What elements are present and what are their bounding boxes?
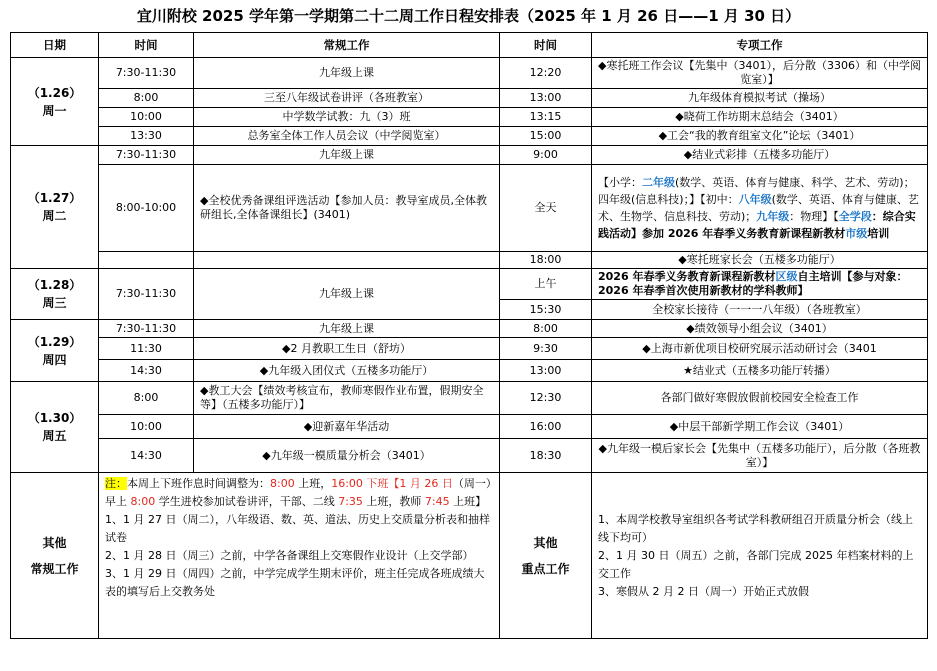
time-cell: 11:30 [99,338,194,360]
time-cell: 10:00 [99,108,194,127]
regular-cell: ◆2 月教职工生日（舒坊） [194,338,500,360]
day-cell-thursday [11,320,99,382]
regular-cell: 九年级上课 [194,58,500,89]
special-cell: 全校家长接待（一一一八年级）（各班教室） [592,300,928,320]
day-cell-tuesday [11,146,99,269]
special-cell: 各部门做好寒假放假前校园安全检查工作 [592,382,928,415]
regular-cell [194,252,500,269]
header-time: 时间 [99,33,194,58]
list-item: 1、本周学校教导室组织各考试学科教研组召开质量分析会（线上线下均可） [598,512,913,544]
list-item: 2、1 月 28 日（周三）之前，中学各备课组上交寒假作业设计（上交学部） [105,549,474,562]
list-item: 2、1 月 30 日（周五）之前，各部门完成 2025 年档案材料的上交工作 [598,548,914,580]
schedule-table [10,32,928,639]
time2-cell: 18:30 [500,439,592,473]
day-weekday: 周三 [42,296,67,310]
other-label: 常规工作 [30,561,79,576]
special-cell: ◆晓荷工作坊期末总结会（3401） [592,108,928,127]
note-tag: 注： [105,477,127,490]
text-span: 上班】 [449,495,487,508]
special-cell-district-training [592,269,928,300]
time2-cell: 15:30 [500,300,592,320]
day-date: （1.30） [27,411,82,425]
day-weekday: 周五 [42,429,67,443]
text-span: 自主培训【参与对象：2026 年春季首次使用新教材的学科教师】 [598,270,908,297]
special-cell: 九年级体育模拟考试（操场） [592,89,928,108]
time-cell: 14:30 [99,439,194,473]
header-row [11,33,928,58]
table-row-other [11,473,928,639]
regular-notes-cell [99,473,500,639]
key-label: 其他 [533,535,558,550]
header-date: 日期 [11,33,99,58]
level-highlight: 区级 [775,270,798,283]
page-title: 宜川附校 2025 学年第一学期第二十二周工作日程安排表（2025 年 1 月 26 日——1 月 30 日） [136,7,801,25]
header-special: 专项工作 [592,33,928,58]
regular-cell: 九年级上课 [194,269,500,320]
special-cell: ◆中层干部新学期工作会议（3401） [592,415,928,439]
day-date: （1.26） [27,85,82,100]
special-cell: ◆绩效领导小组会议（3401） [592,320,928,338]
time-cell: 7:30-11:30 [99,320,194,338]
time-highlight: 8:00 [130,495,156,508]
special-cell: ★结业式（五楼多功能厅转播） [592,360,928,382]
grade-highlight: 全学段 [838,210,872,223]
regular-cell: 总务室全体工作人员会议（中学阅览室） [194,127,500,146]
time-cell: 7:30-11:30 [99,269,194,320]
schedule-note [105,475,493,511]
table-row [11,165,928,252]
special-cell: ◆九年级一模后家长会【先集中（五楼多功能厅），后分散（各班教室）】 [592,439,928,473]
table-row [11,89,928,108]
time2-cell: 12:30 [500,382,592,415]
time-cell: 8:00 [99,382,194,415]
text-span: 本周上下班作息时间调整为： [127,477,270,490]
time-cell: 8:00 [99,89,194,108]
special-cell: ◆上海市新优项目校研究展示活动研讨会（3401 [592,338,928,360]
regular-cell: ◆教工大会【绩效考核宣布，教师寒假作业布置，假期安全等】（五楼多功能厅）】 [194,382,500,415]
key-label-cell [500,473,592,639]
table-row [11,108,928,127]
text-span: ：综合实践活动】参加 2026 年春季义务教育新课程新教材 [598,210,916,240]
time-cell: 7:30-11:30 [99,146,194,165]
day-date: （1.28） [27,278,82,292]
time2-cell: 13:00 [500,360,592,382]
regular-cell: ◆迎新嘉年华活动 [194,415,500,439]
time2-cell: 8:00 [500,320,592,338]
special-cell: ◆工会“我的教育组室文化”论坛（3401） [592,127,928,146]
text-span: (数学、英语、体育与健康、艺术、生物学、信息科技、劳动)； [598,193,919,223]
time2-cell: 13:15 [500,108,592,127]
table-row [11,252,928,269]
text-span: ：物理】【 [789,210,839,223]
text-span: 2026 年春季义务教育新课程新教材 [598,270,776,283]
time2-cell: 12:20 [500,58,592,89]
time2-cell: 13:00 [500,89,592,108]
table-row [11,360,928,382]
text-span: 【小学： [598,176,642,189]
day-weekday: 周一 [42,103,67,118]
time2-cell: 上午 [500,269,592,300]
table-row [11,58,928,89]
day-weekday: 周二 [42,209,67,223]
text-span: 培训 [867,227,890,240]
day-weekday: 周四 [42,352,67,367]
text-span: 上班， [294,477,332,490]
time-highlight: 7:35 [338,495,363,508]
table-row [11,415,928,439]
regular-cell: ◆九年级一模质量分析会（3401） [194,439,500,473]
other-label-cell [11,473,99,639]
text-span: 学生进校参加试卷讲评，干部、二线 [155,495,339,508]
text-span: (数学、英语、体育与健康、科学、艺术、劳动)；四年级(信息科技)；】【初中： [598,176,915,206]
day-cell-wednesday [11,269,99,320]
regular-cell: 九年级上课 [194,320,500,338]
time-cell: 10:00 [99,415,194,439]
time-highlight: 7:45 [424,495,450,508]
day-cell-monday [11,58,99,146]
key-label: 重点工作 [521,561,570,576]
time-cell: 14:30 [99,360,194,382]
special-cell: ◆结业式彩排（五楼多功能厅） [592,146,928,165]
special-cell: ◆寒托班工作会议【先集中（3401），后分散（3306）和（中学阅览室）】 [592,58,928,89]
table-row [11,146,928,165]
time-cell: 7:30-11:30 [99,58,194,89]
list-item: 3、1 月 29 日（周四）之前，中学完成学生期末评价，班主任完成各班成绩大表的填写后上交教务处 [105,567,485,598]
other-label: 其他 [42,535,67,550]
table-row [11,382,928,415]
text-span: （周一）早上 [105,477,492,508]
table-row [11,338,928,360]
time2-cell: 16:00 [500,415,592,439]
special-cell-training [592,165,928,252]
time-highlight: 16:00 [331,477,363,490]
time2-cell: 9:30 [500,338,592,360]
grade-highlight: 九年级 [756,210,790,223]
day-date: （1.27） [27,191,82,205]
time-highlight: 8:00 [270,477,295,490]
text-span: 上班，教师 [362,495,425,508]
table-row [11,269,928,300]
regular-cell: 三至八年级试卷讲评（各班教室） [194,89,500,108]
day-cell-friday [11,382,99,473]
time-cell: 13:30 [99,127,194,146]
regular-cell: ◆全校优秀备课组评选活动【参加人员：教导室成员,全体教研组长,全体备课组长】(3401) [194,165,500,252]
key-notes-cell [592,473,928,639]
regular-cell: ◆九年级入团仪式（五楼多功能厅） [194,360,500,382]
grade-highlight: 八年级 [738,193,772,206]
header-time2: 时间 [500,33,592,58]
time2-cell: 18:00 [500,252,592,269]
regular-cell: 九年级上课 [194,146,500,165]
table-row [11,320,928,338]
grade-highlight: 二年级 [642,176,675,189]
special-cell: ◆寒托班家长会（五楼多功能厅） [592,252,928,269]
list-item: 3、寒假从 2 月 2 日（周一）开始正式放假 [598,584,809,598]
time2-cell: 9:00 [500,146,592,165]
time2-cell: 15:00 [500,127,592,146]
text-span: 下班【 [362,477,400,490]
date-highlight: 1 月 26 日 [399,477,453,490]
time-cell: 8:00-10:00 [99,165,194,252]
regular-cell: 中学数学试教：九（3）班 [194,108,500,127]
list-item: 1、1 月 27 日（周二），八年级语、数、英、道法、历史上交质量分析表和抽样试卷 [105,513,490,544]
time2-cell: 全天 [500,165,592,252]
table-row [11,127,928,146]
table-row [11,439,928,473]
day-date: （1.29） [27,334,82,349]
time-cell [99,252,194,269]
level-highlight: 市级 [845,227,868,240]
header-regular: 常规工作 [194,33,500,58]
